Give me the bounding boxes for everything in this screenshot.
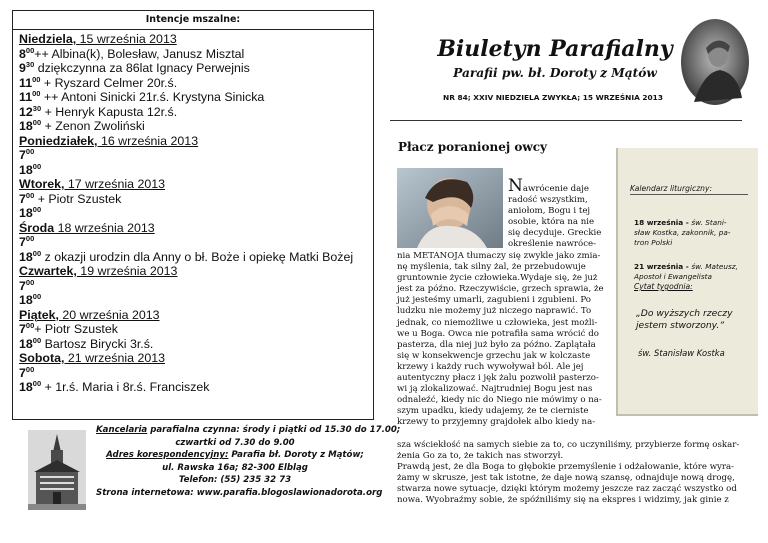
article-title: Płacz poranionej owcy bbox=[398, 140, 547, 154]
mass-entry: $7^{00}+$ Piotr Szustek bbox=[19, 321, 118, 336]
mass-entry: $18^{00}$ + 1r.ś. Maria i 8r.ś. Franciszek bbox=[19, 379, 210, 394]
website-line[interactable]: Strona internetowa: www.parafia.blogoslawionadorota.org bbox=[96, 487, 383, 498]
article-line: we u Boga. Owca nie potrafiła sama wrócić do bbox=[397, 328, 599, 339]
office-hours-line1: Kancelaria parafialna czynna: środy i piątki od 15.30 do 17.00; bbox=[96, 425, 401, 435]
mass-entry: $8^{00}++$ Albina(k), Bolesław, Janusz Misztal bbox=[19, 45, 245, 61]
day-heading: Wtorek, 17 września 2013 bbox=[19, 177, 166, 191]
mass-entry: $7^{00}$ + Piotr Szustek bbox=[19, 190, 122, 206]
mass-entry: $18^{00}$ + Zenon Zwoliński bbox=[19, 118, 145, 133]
article-line: jednak, co niemożliwe u człowieka, jest możli- bbox=[397, 317, 598, 328]
address-line: Adres korespondencyjny: Parafia bł. Doroty z Mątów; bbox=[106, 450, 364, 461]
article-line: wi ją zlokalizować. Najtrudniej Bogu jest nas bbox=[397, 384, 593, 395]
street-line: ul. Rawska 16a; 82-300 Elbląg bbox=[162, 462, 308, 473]
day-heading: Poniedziałek, 16 września 2013 bbox=[19, 133, 199, 148]
article-line: Prawdą jest, że dla Boga to głębokie przemyślenie i odżałowanie, które wyra- bbox=[397, 462, 735, 473]
article-line: Nawrócenie daje bbox=[508, 176, 590, 196]
header-divider bbox=[390, 120, 742, 121]
mass-entry: $18^{00}$ z okazji urodzin dla Anny o bł. Boże i opiekę Matki Bożej bbox=[19, 248, 354, 264]
mass-entry: $18^{00}$ bbox=[19, 161, 42, 177]
article-line: odnaleźć, kiedy nic do Niego nie mówimy o na- bbox=[397, 395, 602, 406]
day-heading: Sobota, 21 września 2013 bbox=[19, 351, 166, 365]
mass-entry: $11^{00}$ + Ryszard Celmer 20r.ś. bbox=[19, 74, 178, 90]
phone-line: Telefon: (55) 235 32 73 bbox=[178, 475, 292, 486]
quote-author: św. Stanisław Kostka bbox=[638, 348, 725, 358]
day-heading: Środa 18 września 2013 bbox=[19, 220, 155, 235]
article-line: nia METANOJA tłumaczy się zwykle jako zmia- bbox=[397, 251, 601, 261]
article-line: żamy w skrusze, jest tak istotne, że daje nową szansę, odnajduje nową drogę, bbox=[397, 473, 735, 484]
article-line: sza wściekłość na samych siebie za to, co uczyniliśmy, przybierze formę oskar- bbox=[397, 440, 740, 450]
article-line: krzewy i każdy ruch wywoływał ból. Ale jej bbox=[397, 361, 584, 372]
mass-entry: $11^{00}$ ++ Antoni Sinicki 21r.ś. Krystyna Sinicka bbox=[19, 89, 265, 104]
article-line: radość wszystkim, bbox=[508, 195, 588, 206]
mass-entry: $7^{00}$ bbox=[19, 364, 35, 380]
mass-entry: $12^{30}$ + Henryk Kapusta 12r.ś. bbox=[19, 103, 178, 119]
article-line: się decyduje. Greckie bbox=[508, 228, 602, 239]
mass-entry: $18^{00}$ bbox=[19, 292, 42, 307]
bulletin-subtitle: Parafii pw. bł. Doroty z Mątów bbox=[453, 66, 657, 80]
mass-intentions-box bbox=[12, 10, 374, 420]
article-line: osobie, która na nie bbox=[508, 217, 595, 228]
calendar-title: Kalendarz liturgiczny: bbox=[630, 184, 748, 195]
article-line: aniołom, Bogu i tej bbox=[508, 206, 591, 217]
intentions-list bbox=[13, 30, 373, 395]
article-text-column bbox=[397, 251, 604, 429]
office-hours-line2: czwartki od 7.30 do 9.00 bbox=[175, 437, 295, 448]
mass-entry: $7^{00}$ bbox=[19, 147, 35, 162]
day-heading: Czwartek, 19 września 2013 bbox=[19, 264, 178, 278]
liturgical-calendar-box bbox=[616, 148, 758, 416]
article-line: nę myślenia, tak silny żal, że przebudowuje bbox=[397, 262, 586, 273]
mass-entry: $7^{00}$ bbox=[19, 277, 35, 293]
issue-line: NR 84; XXIV NIEDZIELA ZWYKŁA; 15 WRZEŚNIA 2013 bbox=[443, 93, 663, 102]
article-line: szym upadku, kiedy udajemy, że te cierniste bbox=[397, 406, 589, 417]
day-heading: Piątek, 20 września 2013 bbox=[19, 307, 160, 322]
mass-entry: $7^{00}$ bbox=[19, 234, 35, 249]
article-line: ludzku nie możemy już niczego naprawić. To bbox=[397, 306, 592, 317]
day-heading: Niedziela, 15 września 2013 bbox=[19, 32, 177, 46]
drop-cap: N bbox=[508, 176, 523, 196]
mass-entry: $18^{00}$ Bartosz Birycki 3r.ś. bbox=[19, 335, 154, 351]
article-line: autentyczny płacz i jęk żalu pozwolił pasterzo- bbox=[397, 373, 599, 384]
article-line: pasterza, dla niej już było za późno. Zaplątała bbox=[397, 339, 596, 350]
weekly-quote: „Do wyższych rzeczy jestem stworzony.” bbox=[636, 308, 733, 331]
mass-entry: $18^{00}$ bbox=[19, 205, 42, 220]
bulletin-title: Biuletyn Parafialny bbox=[437, 36, 673, 62]
church-image bbox=[28, 430, 86, 510]
article-line: gruntownie życie człowieka.Wydaje się, że już bbox=[397, 273, 598, 284]
article-line: już jesteśmy umarli, zagubieni i zgubieni. Po bbox=[397, 295, 591, 306]
article-line: się w konsekwencje grzechu jak w kolczaste bbox=[397, 350, 591, 361]
patron-portrait-image bbox=[680, 18, 750, 106]
intentions-header: Intencje mszalne: bbox=[13, 11, 373, 30]
article-photo bbox=[397, 168, 503, 248]
parish-info bbox=[12, 422, 401, 534]
article-text-wide bbox=[397, 440, 739, 507]
article-line: jest za późno. Rzeczywiście, grzech sprawia, że bbox=[397, 284, 604, 295]
article-line: określenie nawróce- bbox=[508, 239, 597, 250]
mass-entry: $9^{30}$ dziękczynna za 86lat Ignacy Perwejnis bbox=[19, 60, 250, 75]
calendar-entry: 21 września - św. Mateusz, Apostoł i Ewangelista bbox=[634, 262, 738, 281]
weekly-quote-label: Cytat tygodnia: bbox=[634, 282, 693, 291]
article-line: krzewy to przyjemny grajdołek albo kiedy na- bbox=[397, 417, 596, 428]
article-text-top bbox=[508, 176, 602, 251]
article-line: stwarza nowe sytuacje, dzięki którym możemy jeszcze raz zacząć wszystko od bbox=[397, 484, 737, 495]
article-line: żenia Go za to, że takich nas stworzył. bbox=[397, 451, 564, 462]
article-line: nowa. Wyobraźmy sobie, że spóźniliśmy się na ekspres i widzimy, jak ginie z bbox=[397, 495, 729, 506]
calendar-entry: 18 września - św. Stani- sław Kostka, zakonnik, pa- tron Polski bbox=[634, 218, 731, 247]
